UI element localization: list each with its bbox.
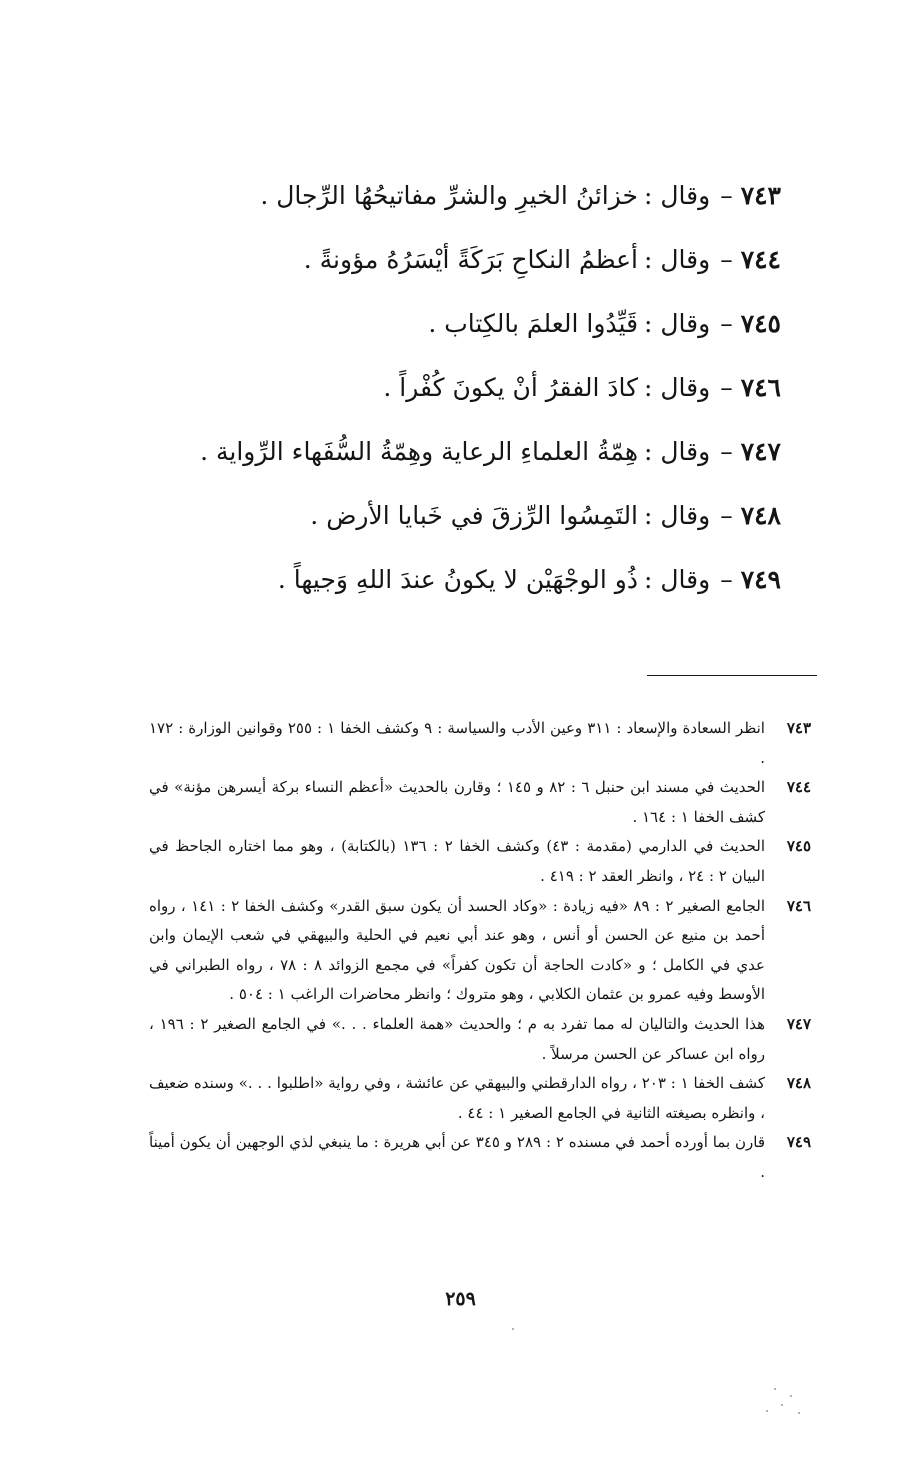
footnote-text: الحديث في الدارمي (مقدمة : ٤٣) وكشف الخفا ٢ : ١٣٦ (بالكتابة) ، وهو مما اختاره الجاحظ في البيان ٢ : ٢٤ ، وانظر العقد ٢ : ٤١٩ .	[149, 837, 766, 885]
sayings-list	[141, 170, 781, 618]
saying-intro: وقال :	[644, 245, 711, 274]
saying-749	[141, 554, 781, 618]
footnote-text: انظر السعادة والإسعاد : ٣١١ وعين الأدب والسياسة : ٩ وكشف الخفا ١ : ٢٥٥ وقوانين الوزارة : ١٧٢ .	[149, 719, 765, 767]
saying-dash: –	[720, 437, 733, 466]
footnote-746	[149, 892, 811, 1010]
saying-number: ٧٤٧	[740, 437, 781, 466]
saying-intro: وقال :	[644, 565, 711, 594]
saying-text: ذُو الوجْهَيْن لا يكونُ عندَ اللهِ وَجيهاً .	[277, 565, 639, 594]
saying-dash: –	[720, 309, 733, 338]
footnote-number: ٧٤٨	[786, 1074, 811, 1093]
footnote-number: ٧٤٧	[786, 1014, 811, 1033]
footnote-number: ٧٤٦	[786, 896, 811, 915]
saying-dash: –	[720, 565, 733, 594]
saying-intro: وقال :	[644, 181, 711, 210]
saying-dash: –	[720, 181, 733, 210]
footnote-number: ٧٤٩	[786, 1133, 811, 1152]
saying-number: ٧٤٨	[740, 501, 781, 530]
footnote-744	[149, 773, 811, 832]
saying-text: خزائنُ الخيرِ والشرِّ مفاتيحُهُا الرِّجال .	[260, 181, 639, 210]
footnote-number: ٧٤٥	[786, 837, 811, 856]
saying-number: ٧٤٦	[740, 373, 781, 402]
footnote-text: الجامع الصغير ٢ : ٨٩ «فيه زيادة : «وكاد الحسد أن يكون سبق القدر» وكشف الخفا ٢ : ١٤١ ، رواه أحمد بن منيع عن الحسن أو أنس ، وهو عند أبي نعيم في الحلية والبيهقي في شعب الإيمان وابن عدي في الكامل ؛ و «كادت الحاجة أن تكون كفراً» في مجمع الزوائد ٨ : ٧٨ ، رواه الطبراني في الأوسط وفيه عمرو بن عثمان الكلابي ، وهو متروك ؛ وانظر محاضرات الراغب ١ : ٥٠٤ .	[149, 896, 765, 1004]
footnote-743	[149, 714, 811, 773]
footnote-747	[149, 1010, 811, 1069]
saying-dash: –	[720, 501, 733, 530]
saying-number: ٧٤٤	[740, 245, 781, 274]
saying-dash: –	[720, 373, 733, 402]
footnote-749	[149, 1128, 811, 1187]
saying-747	[141, 426, 781, 490]
saying-dash: –	[720, 245, 733, 274]
saying-746	[141, 362, 781, 426]
saying-number: ٧٤٣	[740, 181, 781, 210]
footnote-text: قارن بما أورده أحمد في مسنده ٢ : ٢٨٩ و ٣٤٥ عن أبي هريرة : ما ينبغي لذي الوجهين أن يكون أميناً .	[149, 1133, 765, 1181]
footnote-748	[149, 1069, 811, 1128]
page-number: ٢٥٩	[445, 1288, 476, 1310]
footnote-number: ٧٤٤	[786, 778, 811, 797]
saying-intro: وقال :	[644, 373, 711, 402]
saying-748	[141, 490, 781, 554]
saying-text: قَيِّدُوا العلمَ بالكِتاب .	[428, 309, 639, 338]
scan-speck	[790, 1395, 792, 1397]
footnote-text: الحديث في مسند ابن حنبل ٦ : ٨٢ و ١٤٥ ؛ وقارن بالحديث «أعظم النساء بركة أيسرهن مؤنة» في كشف الخفا ١ : ١٦٤ .	[149, 778, 765, 826]
scan-speck	[766, 1410, 768, 1412]
scan-speck	[774, 1388, 776, 1390]
footnote-text: هذا الحديث والتاليان له مما تفرد به م ؛ والحديث «همة العلماء . . .» في الجامع الصغير ٢ : ١٩٦ ، رواه ابن عساكر عن الحسن مرسلاً .	[149, 1014, 766, 1063]
footnote-number: ٧٤٣	[786, 719, 811, 737]
saying-text: كادَ الفقرُ أنْ يكونَ كُفْراً .	[383, 373, 639, 402]
scan-speck	[512, 1328, 514, 1330]
scan-speck	[781, 1404, 783, 1406]
saying-744	[141, 234, 781, 298]
saying-intro: وقال :	[644, 309, 711, 338]
footnote-745	[149, 832, 811, 891]
footnote-text: كشف الخفا ١ : ٢٠٣ ، رواه الدارقطني والبيهقي عن عائشة ، وفي رواية «اطلبوا . . .» وسنده ضعيف ، وانظره بصيغته الثانية في الجامع الصغير ١ : ٤٤ .	[149, 1074, 765, 1122]
footnote-separator	[647, 675, 817, 676]
footnotes-list	[149, 714, 811, 1188]
saying-745	[141, 298, 781, 362]
saying-743	[141, 170, 781, 234]
saying-number: ٧٤٥	[740, 309, 781, 338]
saying-intro: وقال :	[644, 501, 711, 530]
saying-text: أعظمُ النكاحِ بَرَكَةً أيْسَرُهُ مؤونةً .	[303, 245, 639, 274]
saying-intro: وقال :	[644, 437, 711, 466]
saying-text: التَمِسُوا الرِّزقَ في خَبايا الأرض .	[310, 501, 639, 530]
saying-text: هِمّةُ العلماءِ الرعاية وهِمّةُ السُّفَهاء الرِّواية .	[200, 437, 639, 466]
saying-number: ٧٤٩	[740, 565, 781, 594]
scan-speck	[798, 1412, 800, 1414]
